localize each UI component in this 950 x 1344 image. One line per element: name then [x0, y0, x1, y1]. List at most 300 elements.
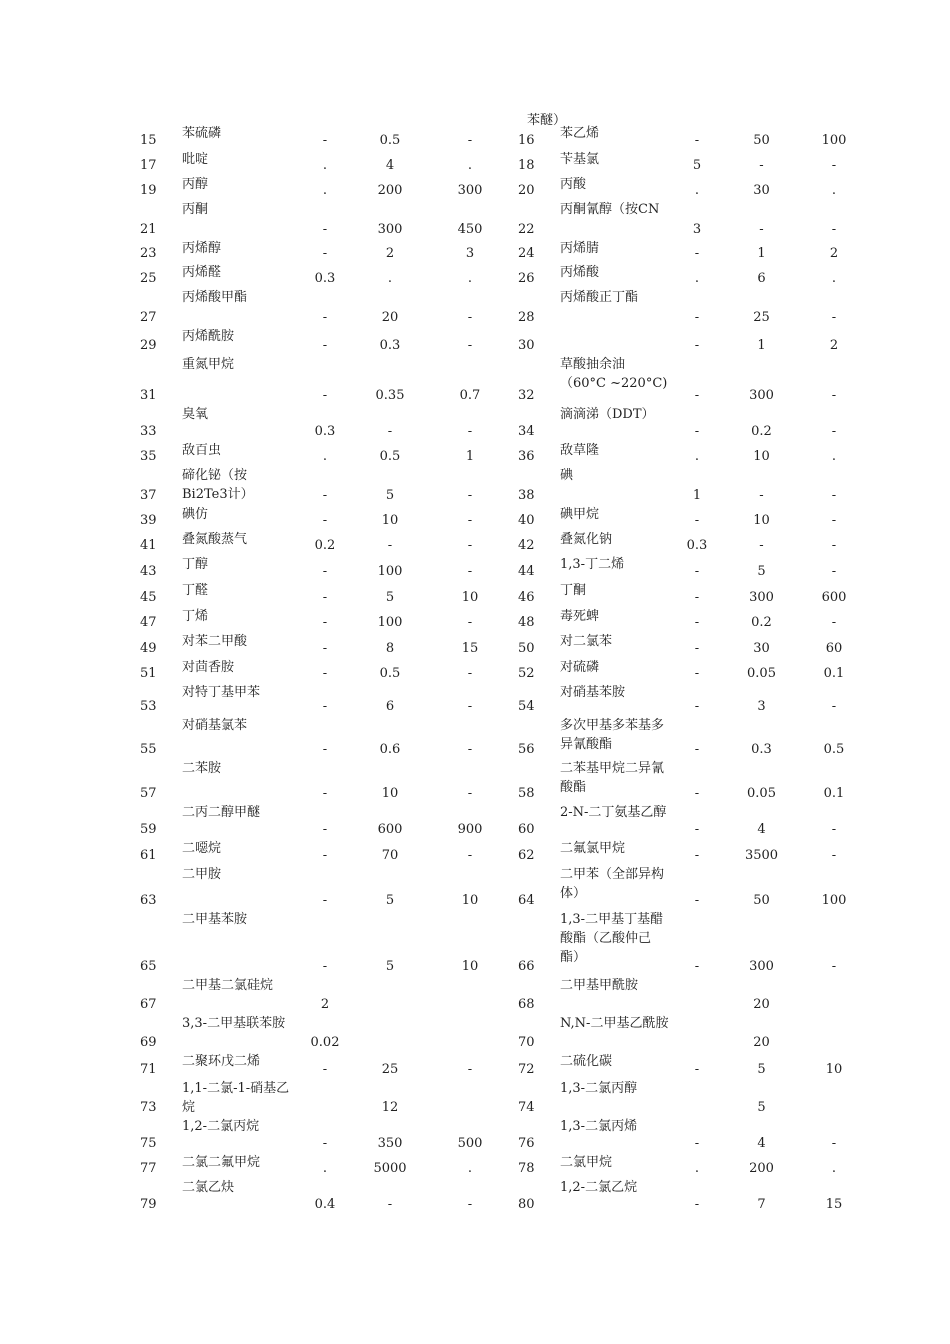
right-item-number: 66	[518, 959, 535, 974]
right-substance-name: 叠氮化钠	[560, 532, 613, 547]
right-limit-mac	[670, 1079, 724, 1117]
right-item-number: 46	[518, 590, 535, 605]
table-row	[140, 505, 869, 530]
left-limit-mac: -	[322, 822, 328, 837]
right-limit-mac: -	[694, 1197, 700, 1212]
right-item-number: 36	[518, 449, 535, 464]
left-item-number: 71	[140, 1062, 157, 1077]
table-row	[140, 124, 869, 150]
left-item-number: 45	[140, 590, 157, 605]
left-item-number: 33	[140, 424, 157, 439]
left-substance-name: 对茴香胺	[182, 660, 235, 675]
left-limit-pc-stel: -	[467, 338, 473, 353]
left-limit-pc-stel: 0.7	[459, 388, 481, 403]
left-item-number: 59	[140, 822, 157, 837]
left-limit-pc-twa: 10	[381, 513, 399, 528]
right-limit-pc-stel	[799, 1079, 869, 1117]
table-row	[140, 1153, 869, 1178]
table-row	[140, 1079, 869, 1117]
left-substance-name: 3,3-二甲基联苯胺	[182, 1016, 286, 1031]
left-item-number: 61	[140, 848, 157, 863]
left-limit-pc-stel: 500	[457, 1136, 483, 1151]
left-limit-pc-stel: 3	[465, 246, 475, 261]
right-limit-mac: .	[694, 449, 700, 464]
right-substance-name: 丙酮氰醇（按CN	[560, 202, 660, 217]
left-substance-name: 臭氧	[182, 407, 209, 422]
left-substance-name: 碘仿	[182, 507, 209, 522]
table-row	[140, 355, 869, 405]
right-item-number: 28	[518, 310, 535, 325]
left-item-number: 43	[140, 564, 157, 579]
right-limit-pc-twa: 50	[753, 893, 770, 908]
table-row	[140, 803, 869, 839]
right-substance-name: 对硝基苯胺	[560, 685, 626, 700]
left-item-number: 15	[140, 133, 157, 148]
left-substance-name: 丁醇	[182, 557, 209, 572]
right-limit-pc-stel: -	[831, 488, 837, 503]
right-substance-name: 2-N-二丁氨基乙醇	[560, 805, 667, 820]
left-limit-pc-twa: 0.5	[379, 133, 401, 148]
right-limit-mac: -	[694, 666, 700, 681]
table-row	[140, 263, 869, 288]
left-limit-pc-stel: -	[467, 564, 473, 579]
right-item-number: 78	[518, 1161, 535, 1176]
right-substance-name: 丙酸	[560, 177, 587, 192]
right-substance-name: 1,3-二氯丙醇	[560, 1081, 638, 1096]
right-limit-mac: -	[694, 564, 700, 579]
right-substance-name: 二甲苯（全部异构体）	[560, 867, 665, 901]
left-limit-mac: -	[322, 590, 328, 605]
right-substance-name: 1,3-二甲基丁基醋酸酯（乙酸仲己酯）	[560, 912, 664, 965]
left-limit-mac: -	[322, 338, 328, 353]
left-item-number: 63	[140, 893, 157, 908]
left-limit-pc-stel: -	[467, 488, 473, 503]
right-item-number: 54	[518, 699, 535, 714]
left-limit-mac: -	[322, 615, 328, 630]
right-limit-mac: -	[694, 1062, 700, 1077]
right-substance-name: 二氯甲烷	[560, 1155, 613, 1170]
right-limit-pc-stel	[799, 1014, 869, 1052]
left-limit-pc-stel: -	[467, 742, 473, 757]
right-limit-mac: -	[694, 310, 700, 325]
left-limit-pc-twa	[358, 1014, 422, 1052]
table-row	[140, 976, 869, 1014]
left-limit-pc-stel: -	[467, 1197, 473, 1212]
left-substance-name: 敌百虫	[182, 443, 222, 458]
left-limit-mac: 2	[320, 997, 330, 1012]
right-limit-pc-twa: 3500	[744, 848, 779, 863]
right-limit-mac: .	[694, 1161, 700, 1176]
right-limit-mac: -	[694, 246, 700, 261]
left-limit-pc-twa: 350	[377, 1136, 403, 1151]
left-item-number: 67	[140, 997, 157, 1012]
table-row	[140, 555, 869, 581]
right-item-number: 42	[518, 538, 535, 553]
right-limit-mac	[670, 1014, 724, 1052]
left-limit-mac: -	[322, 133, 328, 148]
left-limit-mac: -	[322, 310, 328, 325]
right-limit-pc-stel: -	[831, 158, 837, 173]
right-item-number: 58	[518, 786, 535, 801]
left-limit-pc-twa: 0.6	[379, 742, 401, 757]
right-limit-pc-stel: -	[831, 848, 837, 863]
left-limit-pc-stel: -	[467, 786, 473, 801]
left-limit-pc-stel: -	[467, 513, 473, 528]
right-limit-pc-twa: 0.05	[747, 786, 776, 801]
left-limit-mac: 0.2	[314, 538, 336, 553]
left-limit-pc-stel: .	[467, 158, 473, 173]
left-limit-pc-twa: 5	[385, 959, 395, 974]
right-item-number: 72	[518, 1062, 535, 1077]
table-row	[140, 1014, 869, 1052]
table-row	[140, 1052, 869, 1079]
left-item-number: 75	[140, 1136, 157, 1151]
right-substance-name	[560, 327, 670, 355]
right-limit-pc-twa: -	[759, 158, 764, 173]
left-substance-name: 丙醇	[182, 177, 209, 192]
right-limit-pc-twa: -	[759, 488, 764, 503]
left-limit-mac: -	[322, 222, 328, 237]
right-limit-pc-stel: -	[831, 822, 837, 837]
table-row	[140, 466, 869, 505]
left-item-number: 31	[140, 388, 157, 403]
table-row	[140, 632, 869, 658]
right-substance-name: 碘甲烷	[560, 507, 600, 522]
right-item-number: 74	[518, 1100, 535, 1115]
left-item-number: 65	[140, 959, 157, 974]
left-limit-pc-twa: -	[387, 424, 393, 439]
right-limit-pc-twa: -	[759, 222, 764, 237]
left-substance-name: 丙烯醛	[182, 265, 222, 280]
right-limit-pc-twa: 50	[753, 133, 770, 148]
left-limit-mac: 0.3	[314, 271, 336, 286]
left-limit-pc-twa: 600	[377, 822, 403, 837]
left-substance-name: 二氯乙炔	[182, 1180, 235, 1195]
right-item-number: 52	[518, 666, 535, 681]
right-substance-name: 对硫磷	[560, 660, 600, 675]
right-substance-name: 二苯基甲烷二异氰酸酯	[560, 761, 665, 795]
right-substance-name: 碘	[560, 468, 574, 483]
left-item-number: 77	[140, 1161, 157, 1176]
right-item-number: 20	[518, 183, 535, 198]
right-limit-mac: -	[694, 699, 700, 714]
right-substance-name: 毒死蜱	[560, 609, 600, 624]
table-row	[140, 581, 869, 607]
right-limit-pc-stel: -	[831, 959, 837, 974]
right-limit-pc-twa: 30	[753, 641, 770, 656]
left-limit-pc-stel: 10	[461, 959, 479, 974]
right-limit-pc-twa: 30	[753, 183, 770, 198]
left-limit-mac: -	[322, 786, 328, 801]
right-substance-name: 苯乙烯	[560, 126, 600, 141]
right-item-number: 26	[518, 271, 535, 286]
left-limit-pc-stel: 1	[465, 449, 475, 464]
left-limit-pc-stel: 900	[457, 822, 483, 837]
left-item-number: 51	[140, 666, 157, 681]
right-limit-pc-stel: 0.1	[823, 786, 845, 801]
left-limit-pc-stel	[422, 1014, 518, 1052]
right-limit-pc-stel: 0.5	[823, 742, 845, 757]
right-limit-pc-stel: .	[831, 183, 837, 198]
right-limit-pc-stel: .	[831, 271, 837, 286]
right-limit-mac: -	[694, 848, 700, 863]
left-limit-pc-stel: -	[467, 424, 473, 439]
left-limit-pc-twa: 70	[381, 848, 399, 863]
left-limit-pc-stel	[422, 1079, 518, 1117]
right-limit-mac: -	[694, 742, 700, 757]
table-row	[140, 441, 869, 466]
left-substance-name: 吡啶	[182, 152, 209, 167]
left-limit-pc-twa: 0.35	[375, 388, 405, 403]
right-limit-pc-stel: .	[831, 449, 837, 464]
right-limit-pc-stel: -	[831, 1136, 837, 1151]
right-limit-pc-twa: 1	[757, 246, 766, 261]
right-limit-pc-twa: 0.3	[751, 742, 772, 757]
right-limit-pc-stel: 2	[829, 338, 839, 353]
right-limit-mac: -	[694, 513, 700, 528]
right-limit-pc-twa: 3	[757, 699, 766, 714]
right-limit-pc-stel: -	[831, 699, 837, 714]
right-limit-mac: -	[694, 388, 700, 403]
left-limit-pc-stel: 450	[457, 222, 483, 237]
right-limit-pc-twa: 5	[757, 1100, 766, 1115]
left-item-number: 19	[140, 183, 157, 198]
right-item-number: 64	[518, 893, 535, 908]
right-item-number: 16	[518, 133, 535, 148]
left-item-number: 27	[140, 310, 157, 325]
left-limit-mac: 0.4	[314, 1197, 336, 1212]
left-limit-pc-twa: 12	[381, 1100, 399, 1115]
right-limit-pc-stel: -	[831, 310, 837, 325]
right-limit-pc-stel: -	[831, 513, 837, 528]
right-item-number: 30	[518, 338, 535, 353]
right-limit-pc-twa: 0.2	[751, 424, 772, 439]
table-row	[140, 683, 869, 716]
right-item-number: 40	[518, 513, 535, 528]
left-limit-mac: .	[322, 183, 328, 198]
right-limit-pc-stel: -	[831, 615, 837, 630]
right-limit-pc-stel: 15	[825, 1197, 843, 1212]
table-row	[140, 759, 869, 803]
left-substance-name: 丙烯醇	[182, 241, 222, 256]
left-limit-pc-twa: 5	[385, 893, 395, 908]
table-body	[140, 124, 869, 1214]
left-substance-name: 二聚环戊二烯	[182, 1054, 261, 1069]
left-limit-pc-twa: 200	[377, 183, 403, 198]
table-row	[140, 239, 869, 263]
left-limit-mac: -	[322, 666, 328, 681]
left-limit-pc-twa: 300	[377, 222, 403, 237]
right-limit-mac: -	[694, 641, 700, 656]
right-substance-name: 二氟氯甲烷	[560, 841, 626, 856]
left-substance-name: 二丙二醇甲醚	[182, 805, 261, 820]
right-limit-pc-stel: 100	[821, 133, 847, 148]
left-limit-mac: -	[322, 959, 328, 974]
left-substance-name: 丙烯酰胺	[182, 329, 235, 344]
left-substance-name: 丙酮	[182, 202, 209, 217]
right-limit-mac: -	[694, 424, 700, 439]
left-limit-pc-twa: 20	[381, 310, 399, 325]
right-limit-mac: 3	[692, 222, 702, 237]
right-limit-pc-stel: 60	[825, 641, 843, 656]
table-row	[140, 865, 869, 910]
left-item-number: 49	[140, 641, 157, 656]
left-limit-mac: -	[322, 513, 328, 528]
left-limit-pc-twa: 25	[381, 1062, 399, 1077]
right-limit-pc-twa: 300	[749, 590, 774, 605]
left-substance-name: 二甲胺	[182, 867, 222, 882]
right-item-number: 76	[518, 1136, 535, 1151]
right-limit-pc-stel: -	[831, 388, 837, 403]
left-limit-pc-twa: -	[387, 1197, 393, 1212]
left-substance-name: 重氮甲烷	[182, 357, 235, 372]
right-limit-pc-twa: -	[759, 538, 764, 553]
table-row	[140, 1117, 869, 1153]
right-limit-pc-twa: 0.05	[747, 666, 776, 681]
right-limit-pc-stel: -	[831, 538, 837, 553]
right-limit-mac: -	[694, 1136, 700, 1151]
table-row	[140, 839, 869, 865]
right-limit-pc-twa: 300	[749, 959, 774, 974]
left-limit-mac: -	[322, 848, 328, 863]
right-substance-name: 草酸抽余油（60°C ~220°C)	[560, 357, 668, 391]
right-item-number: 68	[518, 997, 535, 1012]
left-item-number: 47	[140, 615, 157, 630]
left-limit-mac	[292, 1079, 358, 1117]
right-substance-name: 丙烯酸	[560, 265, 600, 280]
right-limit-mac: -	[694, 338, 700, 353]
left-limit-pc-stel: -	[467, 538, 473, 553]
table-row	[140, 607, 869, 632]
right-item-number: 50	[518, 641, 535, 656]
right-item-number: 48	[518, 615, 535, 630]
left-item-number: 29	[140, 338, 157, 353]
left-substance-name: 苯硫磷	[182, 126, 222, 141]
left-limit-mac: -	[322, 1062, 328, 1077]
left-limit-pc-twa: -	[387, 538, 393, 553]
left-limit-mac: 0.3	[314, 424, 336, 439]
right-item-number: 62	[518, 848, 535, 863]
left-item-number: 41	[140, 538, 157, 553]
left-limit-mac: 0.02	[310, 1035, 340, 1050]
right-limit-pc-stel: -	[831, 564, 837, 579]
right-limit-mac	[670, 976, 724, 1014]
table-row	[140, 327, 869, 355]
right-limit-mac: -	[694, 590, 700, 605]
left-substance-name: 对硝基氯苯	[182, 718, 248, 733]
right-substance-name: N,N-二甲基乙酰胺	[560, 1016, 669, 1031]
left-limit-pc-stel: -	[467, 699, 473, 714]
left-item-number: 25	[140, 271, 157, 286]
left-limit-mac: -	[322, 246, 328, 261]
right-limit-pc-twa: 5	[757, 564, 766, 579]
right-limit-pc-twa: 4	[757, 1136, 766, 1151]
right-substance-name: 多次甲基多苯基多异氰酸酯	[560, 718, 665, 752]
right-limit-pc-twa: 20	[753, 997, 770, 1012]
right-item-number: 70	[518, 1035, 535, 1050]
left-substance-name: 二苯胺	[182, 761, 222, 776]
left-limit-pc-stel: 10	[461, 590, 479, 605]
left-substance-name: 二氯二氟甲烷	[182, 1155, 261, 1170]
left-substance-name: 丁醛	[182, 583, 209, 598]
left-limit-pc-stel: -	[467, 666, 473, 681]
left-substance-name: 二甲基苯胺	[182, 912, 248, 927]
left-limit-pc-twa: 5	[385, 590, 395, 605]
right-limit-pc-stel: .	[831, 1161, 837, 1176]
left-item-number: 37	[140, 488, 157, 503]
left-limit-pc-twa: 100	[377, 564, 403, 579]
right-item-number: 44	[518, 564, 535, 579]
right-limit-pc-twa: 300	[749, 388, 774, 403]
right-limit-pc-twa: 20	[753, 1035, 770, 1050]
table-row	[140, 150, 869, 175]
left-limit-pc-stel: -	[467, 310, 473, 325]
left-item-number: 53	[140, 699, 157, 714]
left-substance-name: 二甲基二氯硅烷	[182, 978, 274, 993]
right-limit-pc-stel: 600	[821, 590, 847, 605]
left-item-number: 57	[140, 786, 157, 801]
right-substance-name: 丙烯酸正丁酯	[560, 290, 639, 305]
left-limit-pc-twa	[358, 976, 422, 1014]
right-substance-name: 1,3-丁二烯	[560, 557, 625, 572]
right-limit-pc-twa: 5	[757, 1062, 766, 1077]
right-limit-mac: -	[694, 822, 700, 837]
table-row	[140, 200, 869, 239]
left-limit-pc-twa: 2	[385, 246, 395, 261]
right-substance-name: 二甲基甲酰胺	[560, 978, 639, 993]
left-item-number: 73	[140, 1100, 157, 1115]
left-substance-name: 丁烯	[182, 609, 209, 624]
left-limit-mac: .	[322, 449, 328, 464]
left-limit-mac: -	[322, 1136, 328, 1151]
right-item-number: 22	[518, 222, 535, 237]
left-substance-name: 对特丁基甲苯	[182, 685, 261, 700]
left-limit-mac: -	[322, 641, 328, 656]
right-limit-mac: -	[694, 959, 700, 974]
right-substance-name: 二硫化碳	[560, 1054, 613, 1069]
left-limit-mac: -	[322, 742, 328, 757]
left-limit-pc-stel: .	[467, 1161, 473, 1176]
table-row	[140, 530, 869, 555]
right-item-number: 24	[518, 246, 535, 261]
left-limit-pc-twa: 0.3	[379, 338, 401, 353]
table-row	[140, 175, 869, 200]
right-substance-name: 对二氯苯	[560, 634, 613, 649]
right-substance-name: 1,3-二氯丙烯	[560, 1119, 638, 1134]
right-limit-pc-twa: 25	[753, 310, 770, 325]
left-item-number: 21	[140, 222, 157, 237]
left-limit-pc-stel	[422, 976, 518, 1014]
right-limit-pc-stel: -	[831, 222, 837, 237]
left-limit-pc-twa: 5000	[373, 1161, 407, 1176]
right-limit-pc-twa: 10	[753, 513, 770, 528]
right-limit-pc-stel: 10	[825, 1062, 843, 1077]
left-limit-pc-stel: 10	[461, 893, 479, 908]
left-limit-pc-twa: 8	[385, 641, 395, 656]
table-row	[140, 288, 869, 327]
right-limit-mac: 5	[692, 158, 702, 173]
right-limit-mac: -	[694, 615, 700, 630]
table-row	[140, 658, 869, 683]
left-substance-name: 丙烯酸甲酯	[182, 290, 248, 305]
left-substance-name: 叠氮酸蒸气	[182, 532, 248, 547]
right-item-number: 60	[518, 822, 535, 837]
left-limit-pc-stel: -	[467, 848, 473, 863]
right-substance-name: 1,2-二氯乙烷	[560, 1180, 638, 1195]
left-limit-pc-twa: 10	[381, 786, 399, 801]
right-limit-pc-stel: 0.1	[823, 666, 845, 681]
right-limit-pc-stel	[799, 976, 869, 1014]
